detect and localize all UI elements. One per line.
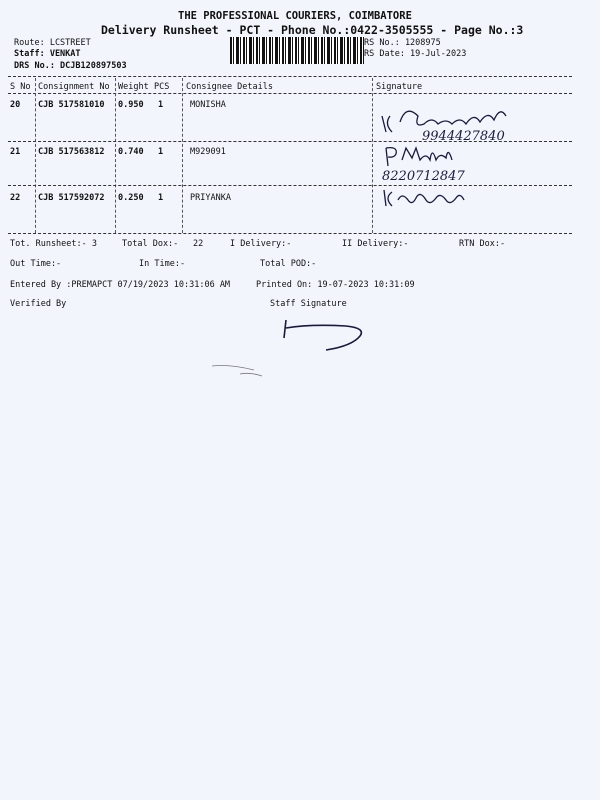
col-divider xyxy=(115,78,116,233)
col-header-pcs: PCS xyxy=(154,82,170,92)
total-dox-label: Total Dox:- xyxy=(122,239,179,249)
handwritten-signature-1 xyxy=(376,98,536,142)
col-header-signature: Signature xyxy=(376,82,423,92)
company-title: THE PROFESSIONAL COURIERS, COIMBATORE xyxy=(178,10,412,22)
col-header-sno: S No xyxy=(10,82,31,92)
rs-number: RS No.: 1208975 xyxy=(364,38,441,48)
staff-signature-scribble xyxy=(280,316,370,352)
signature-phone-1: 9944427840 xyxy=(422,129,505,142)
row-consignee: PRIYANKA xyxy=(190,193,231,203)
rtn-dox: RTN Dox:- xyxy=(459,239,506,249)
table-top-rule xyxy=(8,76,572,77)
row-pcs: 1 xyxy=(158,193,164,203)
barcode-image xyxy=(230,37,364,64)
total-pod: Total POD:- xyxy=(260,259,317,269)
ii-delivery: II Delivery:- xyxy=(342,239,409,249)
col-divider xyxy=(182,78,183,233)
out-time: Out Time:- xyxy=(10,259,62,269)
row-rule xyxy=(8,185,572,186)
row-weight: 0.740 xyxy=(118,147,144,157)
i-delivery: I Delivery:- xyxy=(230,239,292,249)
row-consignee: M929091 xyxy=(190,147,226,157)
entered-by: Entered By :PREMAPCT 07/19/2023 10:31:06 AM xyxy=(10,280,231,290)
row-weight: 0.250 xyxy=(118,193,144,203)
in-time: In Time:- xyxy=(139,259,186,269)
stray-pen-mark xyxy=(210,360,270,380)
staff-label: Staff: VENKAT xyxy=(14,49,81,59)
row-sno: 20 xyxy=(10,100,21,110)
col-header-consignee: Consignee Details xyxy=(186,82,273,92)
row-weight: 0.950 xyxy=(118,100,144,110)
printed-on: Printed On: 19-07-2023 10:31:09 xyxy=(256,280,415,290)
row-sno: 22 xyxy=(10,193,21,203)
row-consignee: MONISHA xyxy=(190,100,226,110)
staff-signature-label: Staff Signature xyxy=(270,299,347,309)
drs-number: DRS No.: DCJB120897503 xyxy=(14,61,127,71)
row-pcs: 1 xyxy=(158,147,164,157)
row-sno: 21 xyxy=(10,147,21,157)
col-divider xyxy=(35,78,36,233)
table-bottom-rule xyxy=(8,233,572,234)
handwritten-signature-3 xyxy=(380,186,480,212)
total-dox-value: 22 xyxy=(193,239,204,249)
verified-by: Verified By xyxy=(10,299,67,309)
col-header-consignment: Consignment No xyxy=(38,82,110,92)
rs-date: RS Date: 19-Jul-2023 xyxy=(364,49,467,59)
row-pcs: 1 xyxy=(158,100,164,110)
runsheet-subtitle: Delivery Runsheet - PCT - Phone No.:0422-3505555 - Page No.:3 xyxy=(101,23,524,37)
signature-phone-2: 8220712847 xyxy=(382,169,465,184)
handwritten-signature-2 xyxy=(376,142,526,184)
row-consignment: CJB 517581010 xyxy=(38,100,105,110)
col-divider xyxy=(372,78,373,233)
col-header-weight: Weight xyxy=(118,82,149,92)
row-consignment: CJB 517592072 xyxy=(38,193,105,203)
route-label: Route: LCSTREET xyxy=(14,38,91,48)
total-runsheet: Tot. Runsheet:- 3 xyxy=(10,239,97,249)
header-bottom-rule xyxy=(8,93,572,94)
row-consignment: CJB 517563812 xyxy=(38,147,105,157)
